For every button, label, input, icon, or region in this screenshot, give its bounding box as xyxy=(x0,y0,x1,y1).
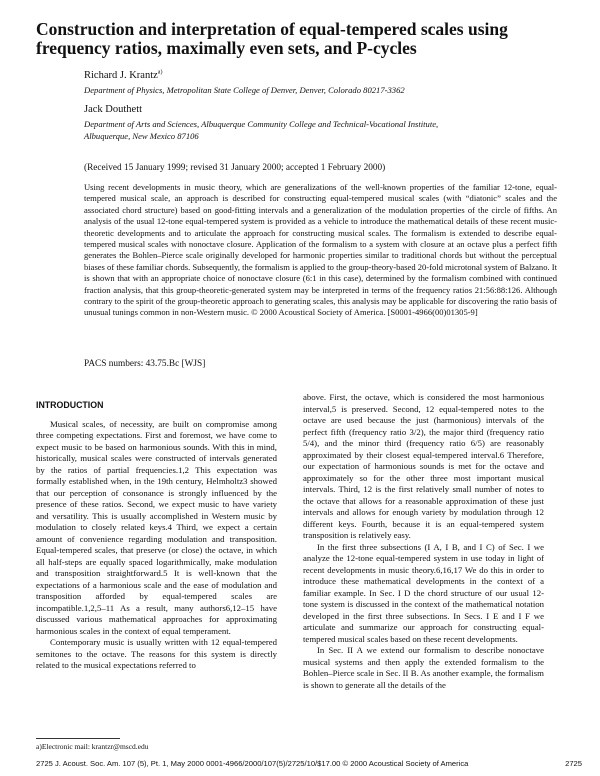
footnote-rule xyxy=(36,738,120,739)
affiliation-2 xyxy=(84,118,554,142)
intro-paragraph-1: Musical scales, of necessity, are built on compromise among three competing expectations. First and foremost, we have come to expect music to be based on harmonious sounds. With this in mind, historically, musical scales were constructed of intervals generated by the ratios of partial frequencies.1,2 This expectation was formally established when, in the 19th century, Helmholtz3 showed that our perception of consonance is strongly influenced by the presence of these ratios. Second, we expect music to have variety and versatility. This is usually accomplished in Western music by modulation to closely related keys.4 Third, we expect a certain amount of convenience regarding modulation and transposition. Equal-tempered scales, that preserve (or close) the octave, in which all half-steps are equally spaced logarithmically, make modulation and transposition straightforward.5 It is well-known that the expectations of a harmonious scale and the ease of modulation and transposition afforded by equal-tempered scales are incompatible.1,2,5–11 As a result, many authors6,12–15 have discussed various mathematical approaches for approximating harmonious scales in the context of equal temperament. xyxy=(36,418,277,636)
author-1: Richard J. Krantz xyxy=(84,70,158,81)
author-2: Jack Douthett xyxy=(84,104,143,115)
intro-paragraph-3: above. First, the octave, which is considered the most harmonious interval,5 is preserved. Second, 12 equal-tempered notes to the octave are used because the just (harmonious) intervals of the perfect fifth (frequency ratio 3/2), the major third (frequency ratio 5/4), and the minor third (frequency ratio 6/5) are reasonably approximated by their closest equal-tempered interval.6 Therefore, our expectation of harmonious sounds is met for the octave and approximately so for the other three most important musical intervals. Third, 12 is the first relatively small number of notes to the octave that allows for a reasonable approximation of these just intervals and allows for enough variety by modulation through 12 different keys. Fourth, because it is an equal-tempered system transposition is relatively easy. xyxy=(303,392,544,540)
author-1-mark: a) xyxy=(157,69,163,76)
affiliation-2-line-1: Department of Arts and Sciences, Albuquerque Community College and Technical-Vocational Institute, xyxy=(84,119,439,129)
footnote: a)Electronic mail: krantzr@mscd.edu xyxy=(36,742,149,751)
intro-paragraph-5: In Sec. II A we extend our formalism to describe nonoctave musical systems and then apply the extended formalism to the Bohlen–Pierce scale in Sec. II B. As another example, the formalism is shown to generate all the details of the xyxy=(303,645,544,690)
intro-paragraph-2: Contemporary music is usually written with 12 equal-tempered semitones to the octave. The reasons for this system is directly related to the musical expectations referred to xyxy=(36,637,277,670)
right-column xyxy=(303,392,544,691)
footer-citation: 2725 J. Acoust. Soc. Am. 107 (5), Pt. 1, May 2000 0001-4966/2000/107(5)/2725/10/$17.00 © 2000 Acoustical Society of America xyxy=(36,759,469,768)
affiliation-1: Department of Physics, Metropolitan State College of Denver, Denver, Colorado 80217-3362 xyxy=(84,85,405,95)
author-line-1 xyxy=(84,70,162,81)
section-heading: INTRODUCTION xyxy=(36,400,104,410)
abstract: Using recent developments in music theory, which are generalizations of the well-known properties of the familiar 12-tone, equal-tempered musical scale, an approach is described for constructing equal-tempered musical scales (with “diatonic” scales and the associated chord structure) based on good-fitting intervals and a generalization of the modulation properties of the circle of fifths. An analysis of the usual 12-tone equal-tempered system is provided as a vehicle to introduce the mathematical details of these recent music-theoretic developments and to articulate the approach for constructing musical scales. The formalism is extended to describe equal-tempered musical scales with nonoctave closure. Application of the formalism to a system with closure at an octave plus a perfect fifth generates the Bohlen–Pierce scale originally developed for harmonic properties similar to traditional chords but without the perceptual biases of these familiar chords. Subsequently, the formalism is applied to the group-theory-based 20-fold microtonal system of Balzano. It is shown that with an appropriate choice of nonoctave closure (6:1 in this case), determined by the formalism combined with continued fraction analysis, that this group-theoretic-generated system may be interpreted in terms of the frequency ratios 21:56:88:126. Although contrary to the spirit of the group-theoretic approach to generating scales, this analysis may be applicable for discovering the ratio basis of unusual tunings common in non-Western music. © 2000 Acoustical Society of America. [S0001-4966(00)01305-9] xyxy=(84,182,557,318)
pacs-numbers: PACS numbers: 43.75.Bc [WJS] xyxy=(84,359,206,369)
received-dates: (Received 15 January 1999; revised 31 January 2000; accepted 1 February 2000) xyxy=(84,163,386,173)
affiliation-2-line-2: Albuquerque, New Mexico 87106 xyxy=(84,131,199,141)
left-column xyxy=(36,400,277,672)
paper-title: Construction and interpretation of equal-tempered scales using frequency ratios, maximally even sets, and P-cycles xyxy=(36,19,508,58)
footer-page-number: 2725 xyxy=(565,759,582,768)
intro-paragraph-4: In the first three subsections (I A, I B, and I C) of Sec. I we analyze the 12-tone equal-tempered system in use today in light of recent developments in music theory.6,16,17 We do this in order to introduce these mathematical developments in the context of a familiar example. In Sec. I D the chord structure of our usual 12-tone system is discussed in the context of the mathematical notation developed in the first three subsections. In Secs. I E and I F we articulate and summarize our approach for constructing equal-tempered musical scales based on these recent developments. xyxy=(303,541,544,644)
